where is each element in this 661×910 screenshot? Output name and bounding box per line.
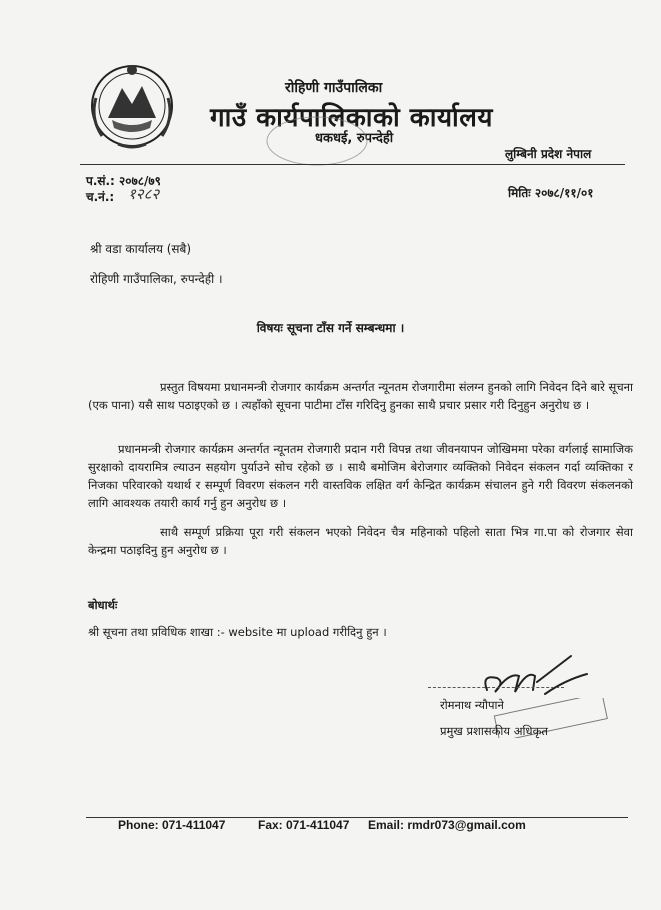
recipient-line-2: रोहिणी गाउँपालिका, रुपन्देही । bbox=[90, 272, 223, 286]
office-stamp bbox=[262, 112, 372, 170]
letter-subject: विषयः सूचना टाँस गर्ने सम्बन्धमा । bbox=[256, 321, 405, 335]
handwritten-signature bbox=[475, 652, 595, 702]
dispatch-number-label: च.नं.: bbox=[86, 190, 115, 204]
body-paragraph-1: प्रस्तुत विषयमा प्रधानमन्त्री रोजगार कार्यक्रम अन्तर्गत न्यूनतम रोजगारीमा संलग्न हुनको लागि निवेदन दिने बारे सूचना (एक पाना) यसै साथ पठाइएको छ । त्यहाँको सूचना पाटीमा टाँस गरिदिनु हुनका साथै प्रचार प्रसार गरी दिनुहुन अनुरोध छ । bbox=[88, 380, 633, 412]
recipient-line-1: श्री वडा कार्यालय (सबै) bbox=[90, 242, 192, 256]
reference-number: प.सं.: २०७८/७९ bbox=[86, 174, 161, 188]
signatory-name: रोमनाथ न्यौपाने bbox=[440, 698, 504, 712]
letter-date: मितिः २०७८/११/०१ bbox=[508, 186, 594, 200]
body-paragraph-2: प्रधानमन्त्री रोजगार कार्यक्रम अन्तर्गत न्यूनतम रोजगारी प्रदान गरी विपन्न तथा जीवनयापन जोखिममा परेका वर्गलाई सामाजिक सुरक्षाको दायरामित्र ल्याउन सहयोग पुर्याउने सोच रहेको छ । साथै बमोजिम बेरोजगार व्यक्तिको निवेदन संकलन गर्दा व्यक्तिका र निजका परिवारको यथार्थ र सम्पूर्ण विवरण संकलन गरी वास्तविक लक्षित वर्ग केन्द्रित कार्यक्रम संचालन हुने गरी विवरण संकलनको लागि आवश्यक तयारी कार्य गर्नु हुन अनुरोध छ । bbox=[88, 442, 633, 510]
office-name: गाउँ कार्यपालिकाको कार्यालय bbox=[210, 103, 493, 133]
nepal-emblem-icon bbox=[88, 58, 176, 154]
signatory-title: प्रमुख प्रशासकीय अधिकृत bbox=[440, 724, 548, 738]
municipality-name: रोहिणी गाउँपालिका bbox=[285, 80, 383, 96]
cc-line: श्री सूचना तथा प्रविधिक शाखा :- website मा upload गरीदिनु हुन । bbox=[88, 625, 387, 639]
signature-line bbox=[428, 687, 564, 688]
footer-phone: Phone: 071-411047 bbox=[118, 818, 226, 832]
office-place: धकधई, रुपन्देही bbox=[315, 131, 394, 146]
province-name: लुम्बिनी प्रदेश नेपाल bbox=[505, 147, 592, 161]
dispatch-number-value: १२८२ bbox=[128, 185, 160, 203]
footer-fax: Fax: 071-411047 bbox=[258, 818, 350, 832]
cc-label: बोधार्थः bbox=[88, 598, 118, 612]
footer-email: Email: rmdr073@gmail.com bbox=[368, 818, 526, 832]
header-divider bbox=[80, 164, 625, 165]
body-paragraph-3: साथै सम्पूर्ण प्रक्रिया पूरा गरी संकलन भएको निवेदन चैत्र महिनाको पहिलो साता भित्र गा.पा को रोजगार सेवा केन्द्रमा पठाइदिनु हुन अनुरोध छ । bbox=[88, 525, 633, 557]
